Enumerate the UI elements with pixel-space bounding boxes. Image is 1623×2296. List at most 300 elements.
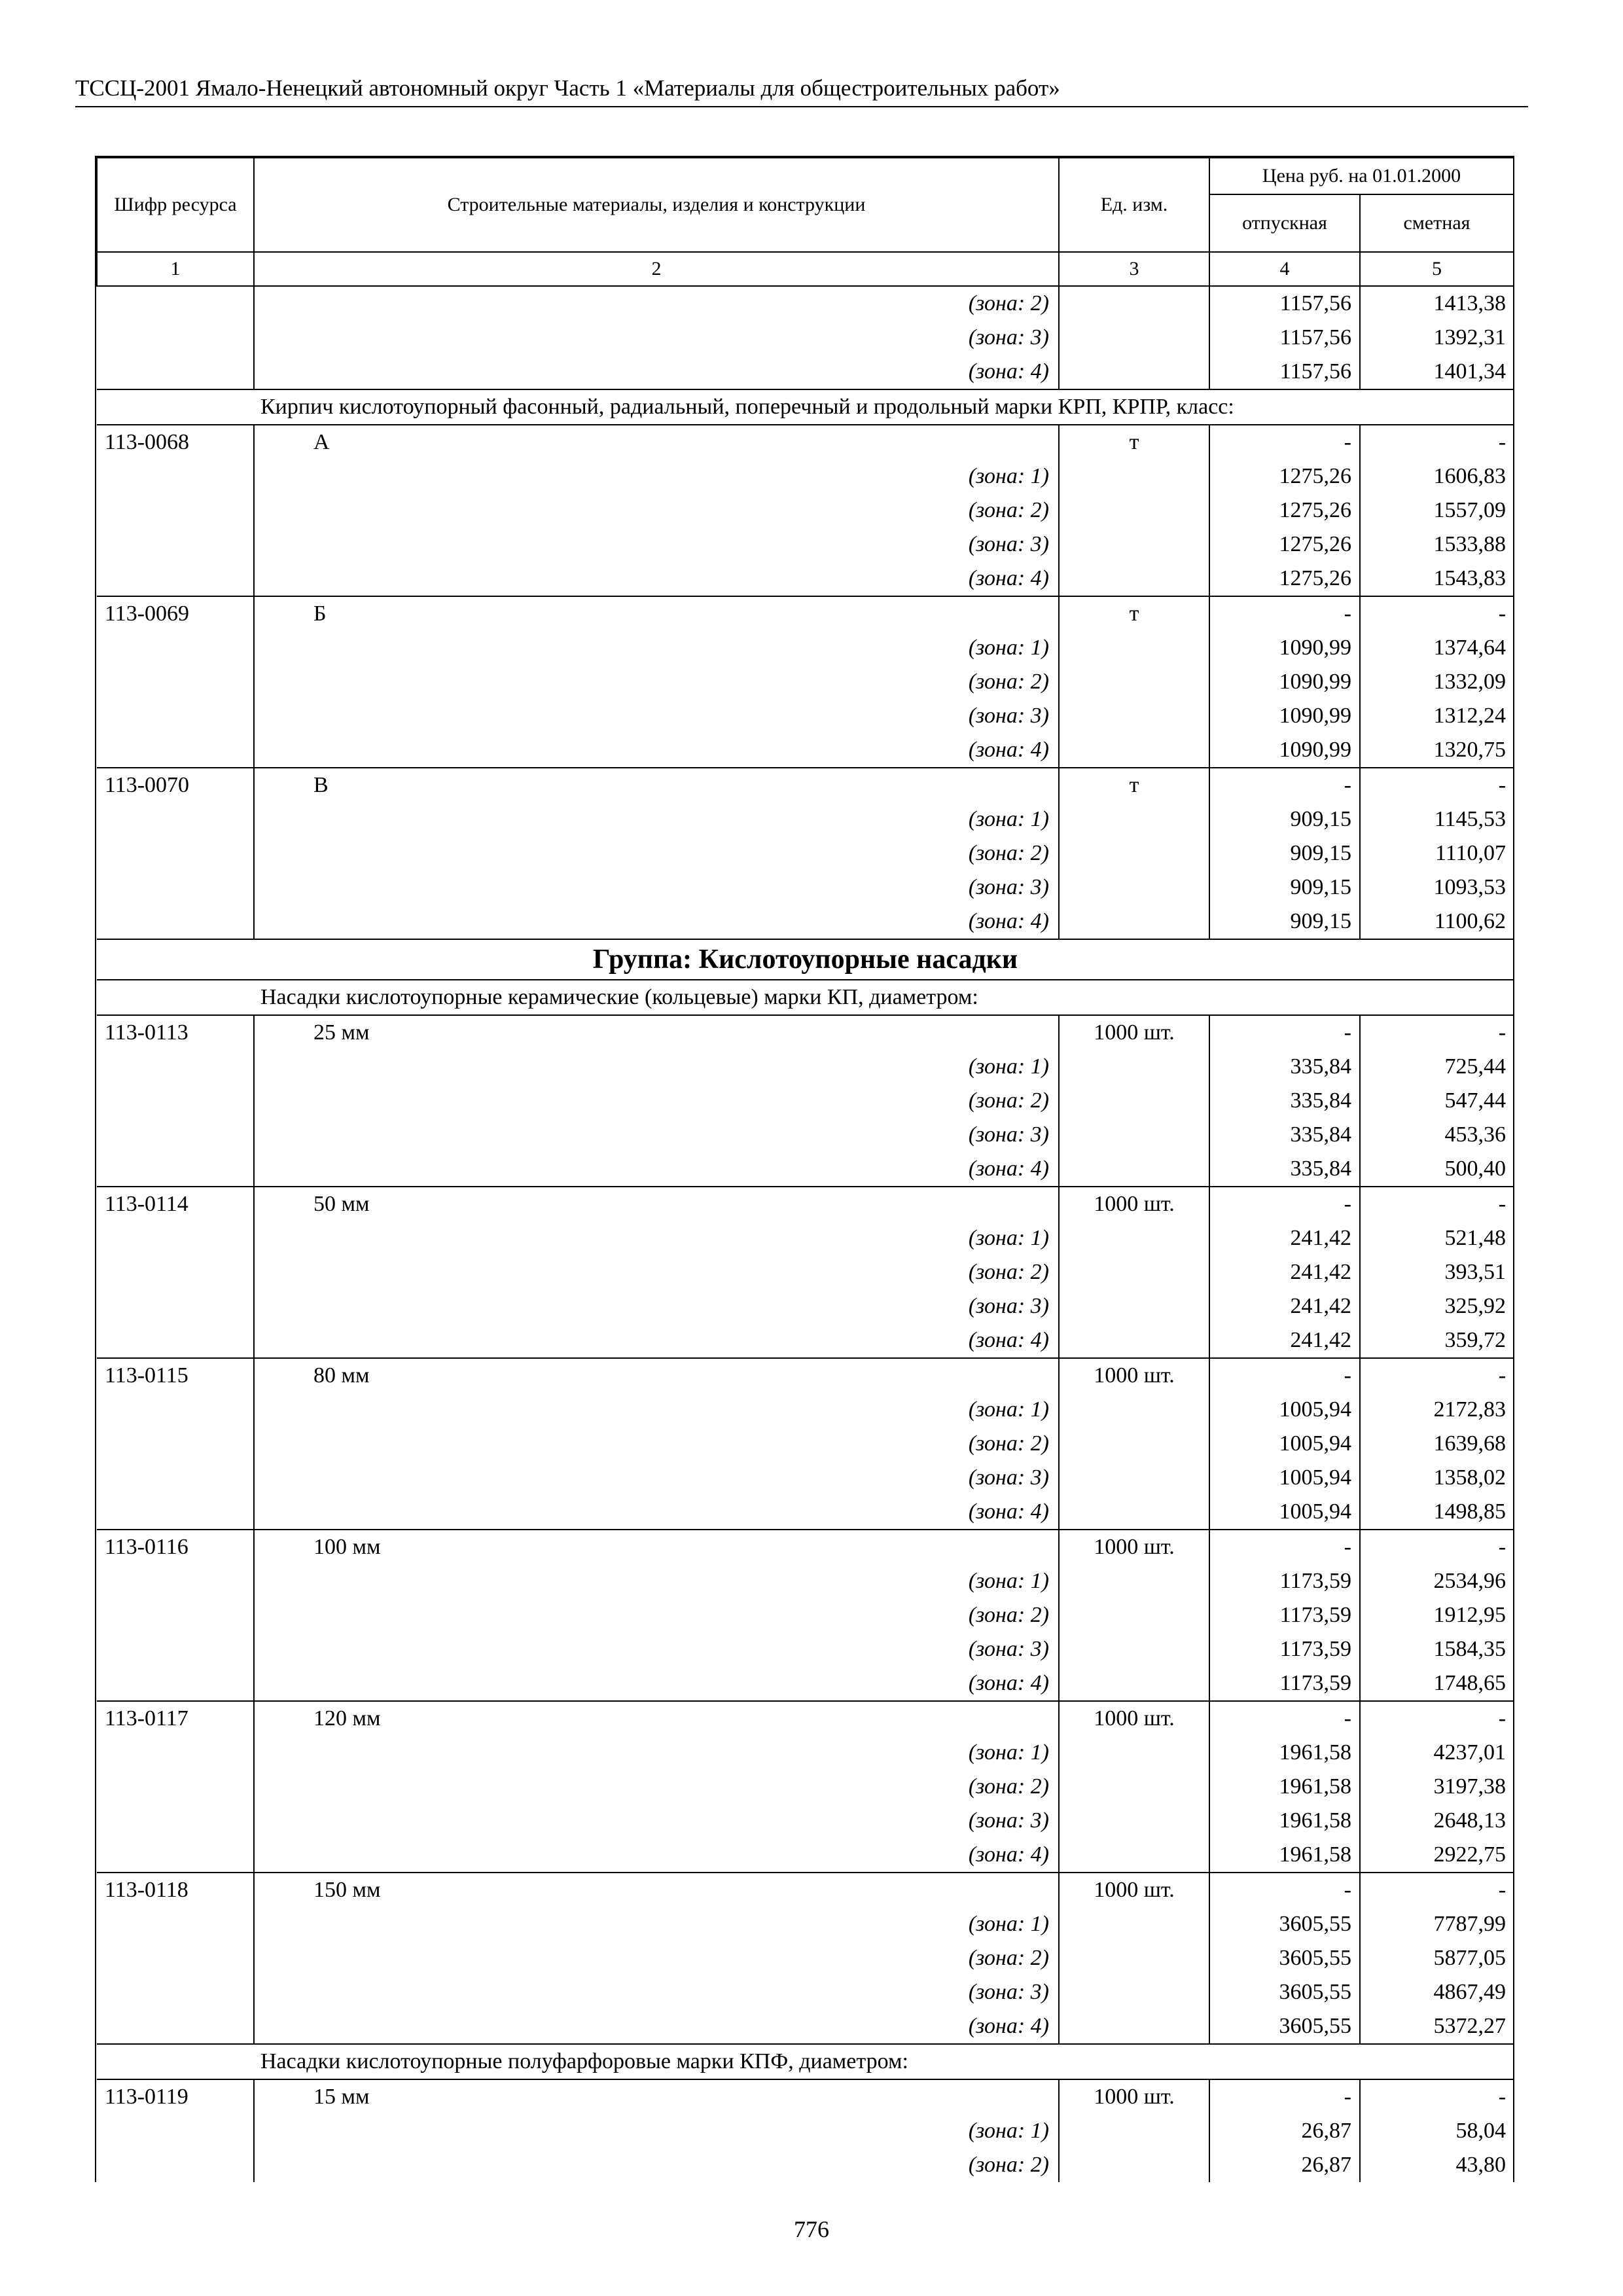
unit-cell: 1000 шт. <box>1059 2079 1209 2114</box>
zone-row <box>97 1666 1514 1701</box>
material-name: А <box>254 425 1059 459</box>
release-price: 241,42 <box>1209 1323 1360 1358</box>
release-price: 3605,55 <box>1209 2009 1360 2044</box>
resource-code-empty <box>97 1838 254 1873</box>
resource-code-empty <box>97 1495 254 1530</box>
zone-label: (зона: 2) <box>254 1255 1059 1289</box>
release-price: - <box>1209 596 1360 631</box>
resource-code-empty <box>97 459 254 493</box>
zone-label: (зона: 1) <box>254 1393 1059 1427</box>
release-price: 1275,26 <box>1209 562 1360 596</box>
unit-empty <box>1059 2114 1209 2148</box>
estimate-price: 1401,34 <box>1433 359 1507 384</box>
zone-label: (зона: 4) <box>254 1838 1059 1873</box>
release-price: 26,87 <box>1209 2114 1360 2148</box>
zone-label: (зона: 3) <box>254 321 1059 355</box>
unit-cell: т <box>1059 425 1209 459</box>
zone-label: (зона: 1) <box>254 1736 1059 1770</box>
col-number-3: 3 <box>1059 252 1209 286</box>
estimate-price: 43,80 <box>1455 2153 1507 2177</box>
resource-code-empty <box>97 321 254 355</box>
zone-label: (зона: 1) <box>254 1221 1059 1255</box>
release-price: - <box>1209 1187 1360 1221</box>
unit-empty <box>1059 2009 1209 2044</box>
unit-cell: 1000 шт. <box>1059 1701 1209 1736</box>
unit-empty <box>1059 1564 1209 1598</box>
zone-row <box>97 665 1514 699</box>
estimate-price: 5372,27 <box>1433 2014 1507 2038</box>
zone-label: (зона: 2) <box>254 286 1059 321</box>
estimate-price: - <box>1360 1530 1514 1564</box>
estimate-price: 359,72 <box>1444 1328 1507 1352</box>
estimate-price: - <box>1360 1873 1514 1907</box>
estimate-price: 1413,38 <box>1433 291 1507 315</box>
estimate-price: 325,92 <box>1444 1294 1507 1318</box>
material-name: 100 мм <box>254 1530 1059 1564</box>
table-row <box>97 1358 1514 1393</box>
col-number-5: 5 <box>1360 252 1514 286</box>
release-price: 1005,94 <box>1209 1427 1360 1461</box>
release-price: - <box>1209 2079 1360 2114</box>
resource-code-empty <box>97 802 254 836</box>
header-price: Цена руб. на 01.01.2000 <box>1209 158 1514 194</box>
release-price: - <box>1209 1530 1360 1564</box>
release-price: - <box>1209 1358 1360 1393</box>
zone-row <box>97 2148 1514 2182</box>
unit-empty <box>1059 905 1209 939</box>
zone-row <box>97 733 1514 768</box>
resource-code-empty <box>97 1666 254 1701</box>
zone-label: (зона: 2) <box>254 836 1059 870</box>
table-body <box>97 286 1514 2182</box>
zone-row <box>97 321 1514 355</box>
resource-code-empty <box>97 286 254 321</box>
estimate-price: 1332,09 <box>1433 670 1507 694</box>
zone-label: (зона: 3) <box>254 1461 1059 1495</box>
resource-code-empty <box>97 1050 254 1084</box>
resource-code-empty <box>97 355 254 389</box>
material-name: В <box>254 768 1059 802</box>
release-price: 1173,59 <box>1209 1564 1360 1598</box>
release-price: - <box>1209 768 1360 802</box>
zone-label: (зона: 4) <box>254 355 1059 389</box>
resource-code-empty <box>97 1941 254 1975</box>
zone-label: (зона: 1) <box>254 802 1059 836</box>
zone-row <box>97 1975 1514 2009</box>
release-price: 335,84 <box>1209 1118 1360 1152</box>
resource-code-empty <box>97 836 254 870</box>
unit-empty <box>1059 1975 1209 2009</box>
zone-row <box>97 1393 1514 1427</box>
unit-empty <box>1059 1598 1209 1632</box>
resource-code-empty <box>97 1632 254 1666</box>
estimate-price: 5877,05 <box>1433 1946 1507 1970</box>
zone-label: (зона: 1) <box>254 631 1059 665</box>
estimate-price: 1748,65 <box>1433 1671 1507 1695</box>
zone-label: (зона: 2) <box>254 1941 1059 1975</box>
unit-empty <box>1059 1941 1209 1975</box>
unit-empty <box>1059 1427 1209 1461</box>
section-row <box>97 389 1514 425</box>
unit-empty <box>1059 1289 1209 1323</box>
header-estimate: сметная <box>1360 194 1514 252</box>
material-name: 80 мм <box>254 1358 1059 1393</box>
unit-empty <box>1059 631 1209 665</box>
estimate-price: 1100,62 <box>1434 909 1507 933</box>
table-row <box>97 596 1514 631</box>
material-name: 120 мм <box>254 1701 1059 1736</box>
section-row <box>97 2044 1514 2079</box>
zone-row <box>97 1804 1514 1838</box>
zone-label: (зона: 4) <box>254 1152 1059 1187</box>
zone-row <box>97 631 1514 665</box>
unit-empty <box>1059 1323 1209 1358</box>
unit-empty <box>1059 1736 1209 1770</box>
resource-code-empty <box>97 1323 254 1358</box>
estimate-price: - <box>1360 596 1514 631</box>
release-price: 1090,99 <box>1209 699 1360 733</box>
header-release: отпускная <box>1209 194 1360 252</box>
resource-code-empty <box>97 1427 254 1461</box>
resource-code: 113-0069 <box>97 596 254 631</box>
release-price: 1961,58 <box>1209 1804 1360 1838</box>
zone-label: (зона: 4) <box>254 905 1059 939</box>
material-name: 25 мм <box>254 1015 1059 1050</box>
zone-row <box>97 286 1514 321</box>
estimate-price: 521,48 <box>1444 1226 1507 1250</box>
release-price: 1157,56 <box>1209 286 1360 321</box>
release-price: 1961,58 <box>1209 1736 1360 1770</box>
zone-label: (зона: 2) <box>254 665 1059 699</box>
release-price: 1157,56 <box>1209 321 1360 355</box>
estimate-price: 4867,49 <box>1433 1980 1507 2004</box>
release-price: 1157,56 <box>1209 355 1360 389</box>
resource-code-empty <box>97 528 254 562</box>
header-rule <box>75 106 1528 107</box>
resource-code-empty <box>97 562 254 596</box>
release-price: 1005,94 <box>1209 1393 1360 1427</box>
section-title: Насадки кислотоупорные керамические (кольцевые) марки КП, диаметром: <box>97 980 1514 1015</box>
estimate-price: 1543,83 <box>1433 566 1507 590</box>
resource-code-empty <box>97 631 254 665</box>
col-number-1: 1 <box>97 252 254 286</box>
table-row <box>97 1187 1514 1221</box>
table-row <box>97 1530 1514 1564</box>
resource-code-empty <box>97 1289 254 1323</box>
zone-row <box>97 836 1514 870</box>
zone-row <box>97 1118 1514 1152</box>
zone-row <box>97 1598 1514 1632</box>
estimate-price: - <box>1360 1701 1514 1736</box>
zone-row <box>97 1495 1514 1530</box>
release-price: 1173,59 <box>1209 1666 1360 1701</box>
release-price: 1090,99 <box>1209 631 1360 665</box>
table-row <box>97 1873 1514 1907</box>
unit-empty <box>1059 802 1209 836</box>
zone-row <box>97 2009 1514 2044</box>
release-price: 335,84 <box>1209 1152 1360 1187</box>
zone-label: (зона: 3) <box>254 1975 1059 2009</box>
material-name: 150 мм <box>254 1873 1059 1907</box>
estimate-price: 453,36 <box>1444 1122 1507 1147</box>
unit-empty <box>1059 1632 1209 1666</box>
zone-label: (зона: 3) <box>254 1289 1059 1323</box>
material-name: 15 мм <box>254 2079 1059 2114</box>
unit-empty <box>1059 321 1209 355</box>
zone-row <box>97 1461 1514 1495</box>
zone-label: (зона: 4) <box>254 1323 1059 1358</box>
estimate-price: 7787,99 <box>1433 1912 1507 1936</box>
resource-code-empty <box>97 733 254 768</box>
release-price: 909,15 <box>1209 836 1360 870</box>
unit-empty <box>1059 1255 1209 1289</box>
unit-empty <box>1059 562 1209 596</box>
material-name: 50 мм <box>254 1187 1059 1221</box>
estimate-price: 1912,95 <box>1433 1603 1507 1627</box>
estimate-price: 3197,38 <box>1433 1774 1507 1799</box>
resource-code-empty <box>97 1152 254 1187</box>
table-row <box>97 1015 1514 1050</box>
page-number: 776 <box>794 2216 829 2242</box>
col-number-4: 4 <box>1209 252 1360 286</box>
unit-cell: т <box>1059 768 1209 802</box>
release-price: 1005,94 <box>1209 1495 1360 1530</box>
zone-label: (зона: 4) <box>254 1495 1059 1530</box>
table-row <box>97 768 1514 802</box>
zone-label: (зона: 3) <box>254 528 1059 562</box>
unit-empty <box>1059 2148 1209 2182</box>
unit-cell: 1000 шт. <box>1059 1187 1209 1221</box>
zone-label: (зона: 2) <box>254 493 1059 528</box>
resource-code-empty <box>97 1736 254 1770</box>
unit-empty <box>1059 1495 1209 1530</box>
estimate-price: - <box>1360 1358 1514 1393</box>
zone-row <box>97 1770 1514 1804</box>
estimate-price: 1312,24 <box>1433 704 1507 728</box>
unit-empty <box>1059 870 1209 905</box>
resource-code-empty <box>97 1598 254 1632</box>
unit-empty <box>1059 1050 1209 1084</box>
unit-empty <box>1059 665 1209 699</box>
release-price: 1005,94 <box>1209 1461 1360 1495</box>
header-code: Шифр ресурса <box>97 158 254 252</box>
zone-row <box>97 1323 1514 1358</box>
estimate-price: - <box>1360 2079 1514 2114</box>
resource-code-empty <box>97 1770 254 1804</box>
estimate-price: 1533,88 <box>1433 532 1507 556</box>
resource-code-empty <box>97 1221 254 1255</box>
zone-label: (зона: 4) <box>254 2009 1059 2044</box>
zone-row <box>97 493 1514 528</box>
release-price: 1961,58 <box>1209 1838 1360 1873</box>
estimate-price: 393,51 <box>1444 1260 1507 1284</box>
zone-row <box>97 802 1514 836</box>
zone-row <box>97 1632 1514 1666</box>
zone-row <box>97 1289 1514 1323</box>
zone-label: (зона: 2) <box>254 1427 1059 1461</box>
unit-empty <box>1059 1221 1209 1255</box>
unit-cell: 1000 шт. <box>1059 1530 1209 1564</box>
zone-row <box>97 1838 1514 1873</box>
release-price: 909,15 <box>1209 802 1360 836</box>
section-title: Насадки кислотоупорные полуфарфоровые марки КПФ, диаметром: <box>97 2044 1514 2079</box>
estimate-price: 1110,07 <box>1435 841 1507 865</box>
release-price: 335,84 <box>1209 1084 1360 1118</box>
unit-empty <box>1059 1152 1209 1187</box>
zone-label: (зона: 3) <box>254 870 1059 905</box>
release-price: 1090,99 <box>1209 665 1360 699</box>
zone-label: (зона: 1) <box>254 459 1059 493</box>
group-title: Группа: Кислотоупорные насадки <box>97 939 1514 980</box>
resource-code: 113-0118 <box>97 1873 254 1907</box>
zone-row <box>97 459 1514 493</box>
estimate-price: 2534,96 <box>1433 1569 1507 1593</box>
release-price: 1090,99 <box>1209 733 1360 768</box>
zone-label: (зона: 3) <box>254 1118 1059 1152</box>
estimate-price: 725,44 <box>1444 1054 1507 1079</box>
resource-code-empty <box>97 1255 254 1289</box>
zone-row <box>97 699 1514 733</box>
zone-row <box>97 905 1514 939</box>
section-title: Кирпич кислотоупорный фасонный, радиальный, поперечный и продольный марки КРП, КРПР, класс: <box>97 389 1514 425</box>
zone-label: (зона: 3) <box>254 699 1059 733</box>
col-number-2: 2 <box>254 252 1059 286</box>
zone-row <box>97 870 1514 905</box>
zone-row <box>97 1907 1514 1941</box>
estimate-price: - <box>1360 1015 1514 1050</box>
zone-label: (зона: 2) <box>254 2148 1059 2182</box>
estimate-price: 1374,64 <box>1433 636 1507 660</box>
unit-empty <box>1059 1804 1209 1838</box>
release-price: 1173,59 <box>1209 1598 1360 1632</box>
zone-row <box>97 1050 1514 1084</box>
estimate-price: 2922,75 <box>1433 1842 1507 1867</box>
resource-code-empty <box>97 905 254 939</box>
zone-row <box>97 1255 1514 1289</box>
zone-label: (зона: 1) <box>254 1050 1059 1084</box>
estimate-price: 58,04 <box>1455 2119 1507 2143</box>
zone-label: (зона: 1) <box>254 2114 1059 2148</box>
unit-empty <box>1059 355 1209 389</box>
unit-empty <box>1059 1770 1209 1804</box>
zone-row <box>97 1152 1514 1187</box>
zone-row <box>97 562 1514 596</box>
release-price: 3605,55 <box>1209 1975 1360 2009</box>
zone-row <box>97 355 1514 389</box>
estimate-price: 2648,13 <box>1433 1808 1507 1833</box>
zone-label: (зона: 2) <box>254 1084 1059 1118</box>
zone-label: (зона: 4) <box>254 1666 1059 1701</box>
release-price: 1275,26 <box>1209 493 1360 528</box>
unit-empty <box>1059 1393 1209 1427</box>
material-name: Б <box>254 596 1059 631</box>
release-price: - <box>1209 1015 1360 1050</box>
unit-empty <box>1059 1461 1209 1495</box>
unit-cell: 1000 шт. <box>1059 1015 1209 1050</box>
release-price: 241,42 <box>1209 1221 1360 1255</box>
resource-code: 113-0070 <box>97 768 254 802</box>
resource-code-empty <box>97 493 254 528</box>
release-price: 1275,26 <box>1209 528 1360 562</box>
resource-code: 113-0113 <box>97 1015 254 1050</box>
release-price: 241,42 <box>1209 1289 1360 1323</box>
zone-row <box>97 2114 1514 2148</box>
release-price: 1173,59 <box>1209 1632 1360 1666</box>
table-row <box>97 1701 1514 1736</box>
release-price: - <box>1209 1873 1360 1907</box>
unit-cell: 1000 шт. <box>1059 1873 1209 1907</box>
release-price: 241,42 <box>1209 1255 1360 1289</box>
zone-label: (зона: 3) <box>254 1632 1059 1666</box>
resource-code-empty <box>97 870 254 905</box>
resource-code: 113-0115 <box>97 1358 254 1393</box>
unit-empty <box>1059 836 1209 870</box>
unit-empty <box>1059 1118 1209 1152</box>
table-row <box>97 2079 1514 2114</box>
release-price: 3605,55 <box>1209 1907 1360 1941</box>
resource-code: 113-0114 <box>97 1187 254 1221</box>
resource-code-empty <box>97 1084 254 1118</box>
estimate-price: 1358,02 <box>1433 1465 1507 1490</box>
page-header: ТССЦ-2001 Ямало-Ненецкий автономный округ Часть 1 «Материалы для общестроительных работ» <box>75 75 1060 101</box>
unit-empty <box>1059 459 1209 493</box>
zone-label: (зона: 3) <box>254 1804 1059 1838</box>
group-row <box>97 939 1514 980</box>
resource-code-empty <box>97 2009 254 2044</box>
estimate-price: 1093,53 <box>1433 875 1507 899</box>
unit-empty <box>1059 1838 1209 1873</box>
header-unit: Ед. изм. <box>1059 158 1209 252</box>
section-row <box>97 980 1514 1015</box>
resource-code-empty <box>97 1564 254 1598</box>
resource-code-empty <box>97 665 254 699</box>
zone-label: (зона: 1) <box>254 1907 1059 1941</box>
estimate-price: - <box>1360 1187 1514 1221</box>
resource-code-empty <box>97 2148 254 2182</box>
resource-code-empty <box>97 2114 254 2148</box>
release-price: - <box>1209 425 1360 459</box>
resource-code: 113-0068 <box>97 425 254 459</box>
unit-empty <box>1059 699 1209 733</box>
estimate-price: 2172,83 <box>1433 1397 1507 1422</box>
release-price: 26,87 <box>1209 2148 1360 2182</box>
unit-empty <box>1059 528 1209 562</box>
estimate-price: 1584,35 <box>1433 1637 1507 1661</box>
unit-cell: т <box>1059 596 1209 631</box>
price-table <box>95 156 1514 2182</box>
estimate-price: 1606,83 <box>1433 464 1507 488</box>
zone-row <box>97 528 1514 562</box>
unit-empty <box>1059 1084 1209 1118</box>
resource-code-empty <box>97 1393 254 1427</box>
resource-code-empty <box>97 699 254 733</box>
unit-cell: 1000 шт. <box>1059 1358 1209 1393</box>
estimate-price: 500,40 <box>1444 1157 1507 1181</box>
release-price: 909,15 <box>1209 870 1360 905</box>
unit-empty <box>1059 1907 1209 1941</box>
resource-code-empty <box>97 1118 254 1152</box>
estimate-price: 1320,75 <box>1433 738 1507 762</box>
resource-code-empty <box>97 1907 254 1941</box>
estimate-price: 1392,31 <box>1433 325 1507 350</box>
estimate-price: 1145,53 <box>1434 807 1507 831</box>
estimate-price: 1639,68 <box>1433 1431 1507 1456</box>
zone-label: (зона: 2) <box>254 1598 1059 1632</box>
header-name: Строительные материалы, изделия и конструкции <box>254 158 1059 252</box>
zone-label: (зона: 4) <box>254 733 1059 768</box>
table-row <box>97 425 1514 459</box>
zone-row <box>97 1084 1514 1118</box>
